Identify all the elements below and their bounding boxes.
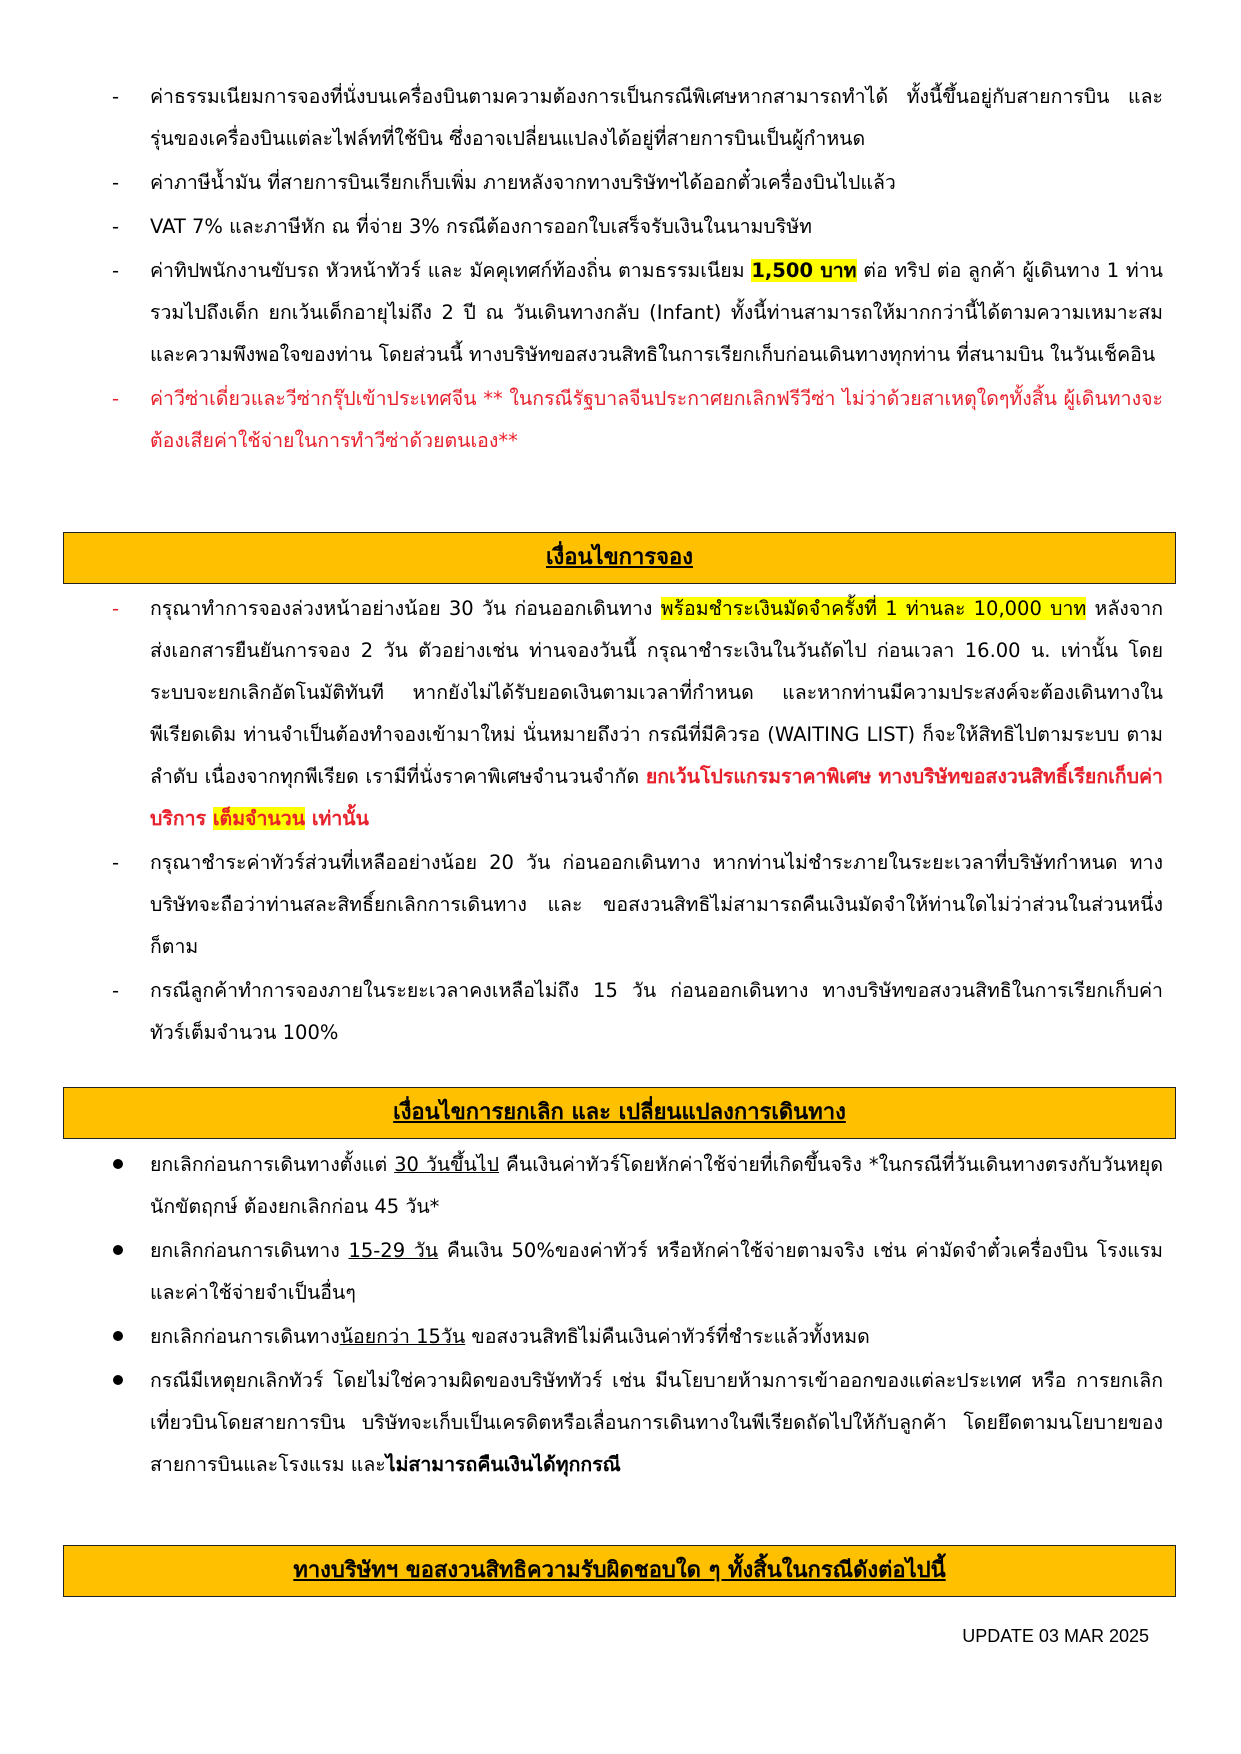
dash-marker: - — [112, 851, 120, 874]
dash-marker: - — [112, 171, 120, 194]
item-text: กรุณาทำการจองล่วงหน้าอย่างน้อย 30 วัน ก่อนออกเดินทาง — [150, 597, 661, 620]
list-item — [0, 1230, 1241, 1314]
list-item — [0, 588, 1241, 840]
tip-amount-highlight: 1,500 บาท — [751, 259, 857, 282]
special-program-note: เท่านั้น — [305, 807, 369, 830]
list-item — [0, 1360, 1241, 1486]
dash-marker: - — [112, 215, 120, 238]
section-title: ทางบริษัทฯ ขอสงวนสิทธิความรับผิดชอบใด ๆ ทั้งสิ้นในกรณีดังต่อไปนี้ — [293, 1558, 946, 1583]
dash-marker: - — [112, 85, 120, 108]
top-list — [0, 76, 1241, 462]
item-text: ยกเลิกก่อนการเดินทาง — [150, 1239, 349, 1262]
item-text: กรณีมีเหตุยกเลิกทัวร์ โดยไม่ใช่ความผิดของบริษัททัวร์ เช่น มีนโยบายห้ามการเข้าออกของแต่ละประเทศ หรือ การยกเลิกเที่ยวบินโดยสายการบิน บริษัทจะเก็บเป็นเครดิตหรือเลื่อนการเดินทางในพีเรียดถัดไปให้กับลูกค้า โดยยึดตามนโยบายของสายการบินและโรงแรม และ — [150, 1369, 1163, 1476]
cancellation-list — [0, 1144, 1241, 1486]
item-text: ขอสงวนสิทธิไม่คืนเงินค่าทัวร์ที่ชำระแล้วทั้งหมด — [465, 1325, 870, 1348]
item-text: คืนเงินค่าทัวร์โดยหักค่าใช้จ่ายที่เกิดขึ้นจริง *ในกรณีที่วันเดินทางตรงกับวันหยุดนักขัตฤกษ์ ต้องยกเลิกก่อน 45 วัน* — [150, 1153, 1163, 1218]
list-item — [0, 842, 1241, 968]
footer-text: UPDATE 03 MAR 2025 — [962, 1626, 1149, 1646]
dash-marker: - — [112, 387, 120, 410]
dash-marker: - — [112, 259, 120, 282]
list-item — [0, 1316, 1241, 1358]
item-text: ค่าธรรมเนียมการจองที่นั่งบนเครื่องบินตามความต้องการเป็นกรณีพิเศษหากสามารถทำได้ ทั้งนี้ขึ้นอยู่กับสายการบิน และ รุ่นของเครื่องบินแต่ละไฟล์ทที่ใช้บิน ซึ่งอาจเปลี่ยนแปลงได้อยู่ที่สายการบินเป็นผู้กำหนด — [150, 85, 1163, 150]
no-refund-note: ไม่สามารถคืนเงินได้ทุกกรณี — [385, 1453, 621, 1476]
section-title: เงื่อนไขการยกเลิก และ เปลี่ยนแปลงการเดินทาง — [393, 1100, 846, 1125]
dash-marker: - — [112, 597, 120, 620]
item-text: คืนเงิน 50%ของค่าทัวร์ หรือหักค่าใช้จ่ายตามจริง เช่น ค่ามัดจำตั๋วเครื่องบิน โรงแรม และค่าใช้จ่ายจำเป็นอื่นๆ — [150, 1239, 1163, 1304]
bullet-icon — [113, 1245, 123, 1255]
list-item — [0, 206, 1241, 248]
bullet-icon — [113, 1331, 123, 1341]
item-text: VAT 7% และภาษีหัก ณ ที่จ่าย 3% กรณีต้องการออกใบเสร็จรับเงินในนามบริษัท — [150, 215, 812, 238]
deposit-highlight: พร้อมชำระเงินมัดจำครั้งที่ 1 ท่านละ 10,000 บาท — [660, 597, 1087, 620]
liability-header — [63, 1545, 1176, 1597]
bullet-icon — [113, 1375, 123, 1385]
update-date — [962, 1624, 1149, 1648]
item-text: กรณีลูกค้าทำการจองภายในระยะเวลาคงเหลือไม่ถึง 15 วัน ก่อนออกเดินทาง ทางบริษัทขอสงวนสิทธิในการเรียกเก็บค่าทัวร์เต็มจำนวน 100% — [150, 979, 1163, 1044]
visa-note: ค่าวีซ่าเดี่ยวและวีซ่ากรุ๊ปเข้าประเทศจีน ** ในกรณีรัฐบาลจีนประกาศยกเลิกฟรีวีซ่า ไม่ว่าด้วยสาเหตุใดๆทั้งสิ้น ผู้เดินทางจะต้องเสียค่าใช้จ่ายในการทำวีซ่าด้วยตนเอง** — [150, 387, 1163, 452]
special-program-note: ยกเว้นโปรแกรมราคาพิเศษ ทางบริษัทขอสงวนสิทธิ์เรียกเก็บค่าบริการ — [150, 765, 1163, 830]
full-amount-highlight: เต็มจำนวน — [212, 807, 306, 830]
item-text: หลังจากส่งเอกสารยืนยันการจอง 2 วัน ตัวอย่างเช่น ท่านจองวันนี้ กรุณาชำระเงินในวันถัดไป ก่อนเวลา 16.00 น. เท่านั้น โดยระบบจะยกเลิกอัตโนมัติทันที หากยังไม่ได้รับยอดเงินตามเวลาที่กำหนด และหากท่านมีความประสงค์จะต้องเดินทางในพีเรียดเดิม ท่านจำเป็นต้องทำจองเข้ามาใหม่ นั่นหมายถึงว่า กรณีที่มีคิวรอ (WAITING LIST) ก็จะให้สิทธิไปตามระบบ ตามลำดับ เนื่องจากทุกพีเรียด เรามีที่นั่งราคาพิเศษจำนวนจำกัด — [150, 597, 1164, 788]
item-text: ค่าภาษีน้ำมัน ที่สายการบินเรียกเก็บเพิ่ม ภายหลังจากทางบริษัทฯได้ออกตั๋วเครื่องบินไปแล้ว — [150, 171, 896, 194]
bullet-icon — [113, 1159, 123, 1169]
dash-marker: - — [112, 979, 120, 1002]
period-underlined: น้อยกว่า 15วัน — [339, 1325, 466, 1348]
list-item — [0, 378, 1241, 462]
item-text: กรุณาชำระค่าทัวร์ส่วนที่เหลืออย่างน้อย 20 วัน ก่อนออกเดินทาง หากท่านไม่ชำระภายในระยะเวลาที่บริษัทกำหนด ทางบริษัทจะถือว่าท่านสละสิทธิ์ยกเลิกการเดินทาง และ ขอสงวนสิทธิไม่สามารถคืนเงินมัดจำให้ท่านใดไม่ว่าส่วนในส่วนหนึ่งก็ตาม — [150, 851, 1163, 958]
list-item — [0, 970, 1241, 1054]
list-item — [0, 1144, 1241, 1228]
period-underlined: 30 วันขึ้นไป — [394, 1153, 499, 1176]
list-item — [0, 76, 1241, 160]
item-text: ยกเลิกก่อนการเดินทาง — [150, 1325, 340, 1348]
booking-list — [0, 588, 1241, 1054]
list-item — [0, 162, 1241, 204]
period-underlined: 15-29 วัน — [348, 1239, 439, 1262]
cancellation-conditions-header — [63, 1087, 1176, 1139]
item-text: ค่าทิปพนักงานขับรถ หัวหน้าทัวร์ และ มัคคุเทศก์ท้องถิ่น ตามธรรมเนียม — [150, 259, 752, 282]
section-title: เงื่อนไขการจอง — [546, 545, 693, 570]
list-item — [0, 250, 1241, 376]
item-text: ยกเลิกก่อนการเดินทางตั้งแต่ — [150, 1153, 395, 1176]
booking-conditions-header — [63, 532, 1176, 584]
item-text: ต่อ ทริป ต่อ ลูกค้า ผู้เดินทาง 1 ท่าน รวมไปถึงเด็ก ยกเว้นเด็กอายุไม่ถึง 2 ปี ณ วันเดินทางกลับ (Infant) ทั้งนี้ท่านสามารถให้มากกว่านี้ได้ตามความเหมาะสมและความพึงพอใจของท่าน โดยส่วนนี้ ทางบริษัทขอสงวนสิทธิในการเรียกเก็บก่อนเดินทางทุกท่าน ที่สนามบิน ในวันเช็คอิน — [150, 259, 1164, 366]
